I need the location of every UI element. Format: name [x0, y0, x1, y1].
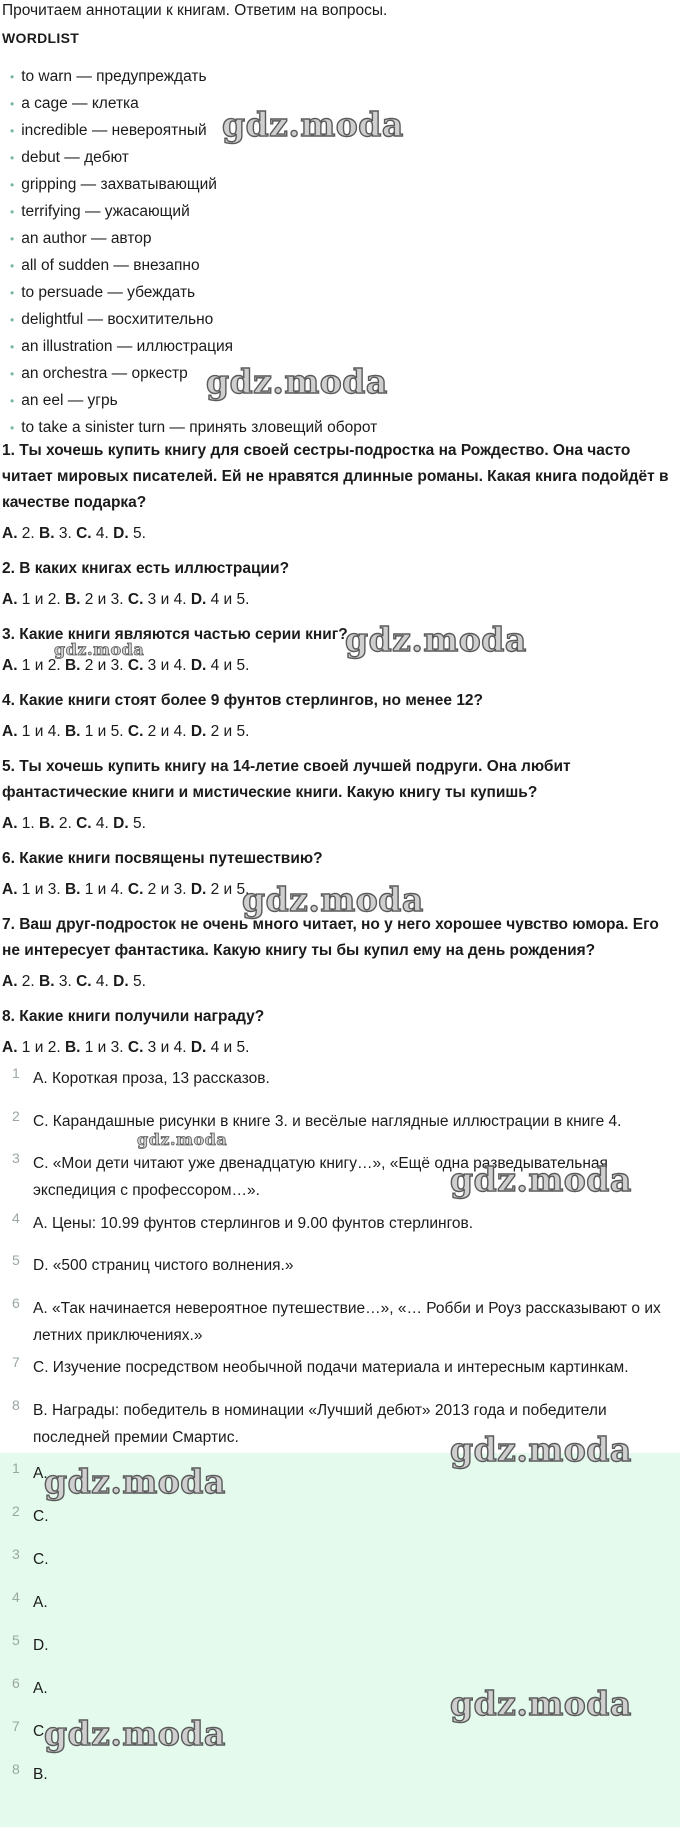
- option-value: 4.: [91, 815, 114, 832]
- option-letter: B.: [39, 525, 55, 542]
- item-text: A. Цены: 10.99 фунтов стерлингов и 9.00 фунтов стерлингов.: [33, 1215, 474, 1232]
- option-letter: D.: [113, 815, 129, 832]
- item-text: A. Короткая проза, 13 рассказов.: [33, 1070, 270, 1087]
- option-letter: B.: [64, 657, 81, 674]
- option-letter: A.: [2, 1039, 18, 1056]
- option-value: 5.: [128, 525, 146, 542]
- option-value: 1 и 3.: [80, 1039, 128, 1056]
- item-text: C.: [33, 1723, 49, 1740]
- question-text: 6. Какие книги посвящены путешествию?: [2, 850, 323, 867]
- watermark: gdz.moda: [44, 1714, 226, 1753]
- item-text: B.: [33, 1766, 48, 1783]
- option-value: 4 и 5.: [206, 657, 250, 674]
- option-value: 3 и 4.: [143, 1039, 191, 1056]
- intro-text: Прочитаем аннотации к книгам. Ответим на вопросы.: [2, 2, 388, 19]
- wordlist-item: • an author — автор: [10, 228, 377, 255]
- watermark: gdz.moda: [54, 640, 145, 659]
- option-value: 3 и 4.: [143, 591, 191, 608]
- option-value: 4 и 5.: [206, 591, 250, 608]
- option-value: 1 и 4.: [17, 723, 65, 740]
- item-text: D. «500 страниц чистого волнения.»: [33, 1257, 294, 1274]
- item-text: C. «Мои дети читают уже двенадцатую книгу…», «Ещё одна разведывательная экспедиция с профессором…».: [33, 1155, 608, 1199]
- option-letter: C.: [76, 525, 92, 542]
- item-number: 2: [12, 1503, 20, 1519]
- wordlist-item: • all of sudden — внезапно: [10, 255, 377, 282]
- item-number: 7: [12, 1354, 20, 1370]
- wordlist-item: • an orchestra — оркестр: [10, 363, 377, 390]
- item-number: 1: [12, 1065, 20, 1081]
- item-number: 3: [12, 1150, 20, 1166]
- option-value: 2.: [54, 815, 77, 832]
- option-value: 5.: [128, 815, 146, 832]
- option-value: 3 и 4.: [143, 657, 191, 674]
- option-letter: C.: [127, 1039, 144, 1056]
- option-letter: D.: [190, 723, 207, 740]
- question-5: [2, 754, 678, 835]
- option-letter: D.: [113, 973, 129, 990]
- wordlist-item: • incredible — невероятный: [10, 120, 377, 147]
- question-text: 8. Какие книги получили награду?: [2, 1008, 265, 1025]
- item-number: 4: [12, 1589, 20, 1605]
- option-letter: C.: [127, 881, 144, 898]
- question-4: [2, 688, 678, 743]
- item-number: 8: [12, 1761, 20, 1777]
- item-number: 3: [12, 1546, 20, 1562]
- option-letter: A.: [2, 657, 18, 674]
- item-text: C.: [33, 1508, 49, 1525]
- option-letter: B.: [64, 881, 81, 898]
- question-options: [2, 971, 678, 993]
- option-letter: A.: [2, 815, 18, 832]
- question-options: [2, 589, 678, 611]
- option-letter: D.: [190, 1039, 207, 1056]
- wordlist-item: • to warn — предупреждать: [10, 66, 377, 93]
- watermark: gdz.moda: [345, 620, 527, 659]
- option-letter: C.: [127, 657, 144, 674]
- question-text: 4. Какие книги стоят более 9 фунтов стерлингов, но менее 12?: [2, 692, 484, 709]
- option-letter: B.: [39, 815, 55, 832]
- wordlist-item: • delightful — восхитительно: [10, 309, 377, 336]
- question-options: [2, 523, 678, 545]
- question-text: 2. В каких книгах есть иллюстрации?: [2, 560, 290, 577]
- question-8: [2, 1004, 678, 1059]
- watermark: gdz.moda: [137, 1130, 228, 1149]
- wordlist-item: • an illustration — иллюстрация: [10, 336, 377, 363]
- option-value: 5.: [128, 973, 146, 990]
- option-value: 3.: [54, 525, 77, 542]
- option-letter: C.: [76, 973, 92, 990]
- question-text: 7. Ваш друг-подросток не очень много читает, но у него хорошее чувство юмора. Его не интересует фантастика. Какую книгу ты бы купил ему на день рождения?: [2, 916, 659, 959]
- option-value: 2 и 4.: [143, 723, 191, 740]
- option-value: 2 и 3.: [80, 657, 128, 674]
- option-letter: C.: [76, 815, 92, 832]
- item-text: B. Награды: победитель в номинации «Лучший дебют» 2013 года и победители последней премии Смартис.: [33, 1402, 607, 1446]
- wordlist-item: • a cage — клетка: [10, 93, 377, 120]
- option-letter: B.: [64, 591, 81, 608]
- item-number: 8: [12, 1397, 20, 1413]
- wordlist-title: WORDLIST: [2, 30, 80, 46]
- item-number: 5: [12, 1252, 20, 1268]
- wordlist-item: • debut — дебют: [10, 147, 377, 174]
- option-value: 4.: [91, 525, 114, 542]
- option-letter: C.: [127, 591, 144, 608]
- question-options: [2, 813, 678, 835]
- option-value: 2 и 5.: [206, 881, 250, 898]
- item-number: 4: [12, 1210, 20, 1226]
- wordlist-item: • gripping — захватывающий: [10, 174, 377, 201]
- watermark: gdz.moda: [450, 1430, 632, 1469]
- question-1: [2, 438, 678, 545]
- question-2: [2, 556, 678, 611]
- option-value: 3.: [54, 973, 77, 990]
- option-value: 1 и 4.: [80, 881, 128, 898]
- item-number: 7: [12, 1718, 20, 1734]
- watermark: gdz.moda: [450, 1684, 632, 1723]
- option-letter: D.: [113, 525, 129, 542]
- option-value: 4.: [91, 973, 114, 990]
- option-letter: B.: [64, 723, 81, 740]
- watermark: gdz.moda: [222, 105, 404, 144]
- option-value: 1 и 2.: [17, 591, 65, 608]
- wordlist-item: • to take a sinister turn — принять зловещий оборот: [10, 417, 377, 444]
- wordlist-item: • terrifying — ужасающий: [10, 201, 377, 228]
- option-value: 2.: [17, 525, 40, 542]
- item-text: C. Изучение посредством необычной подачи материала и интересным картинкам.: [33, 1359, 629, 1376]
- question-options: [2, 721, 678, 743]
- option-value: 1 и 5.: [80, 723, 128, 740]
- item-number: 6: [12, 1675, 20, 1691]
- option-value: 2.: [17, 973, 40, 990]
- watermark: gdz.moda: [450, 1160, 632, 1199]
- item-text: C.: [33, 1551, 49, 1568]
- option-letter: D.: [190, 881, 207, 898]
- question-7: [2, 912, 678, 993]
- option-value: 2 и 3.: [143, 881, 191, 898]
- option-value: 1 и 2.: [17, 657, 65, 674]
- option-letter: A.: [2, 591, 18, 608]
- wordlist-item: • an eel — угрь: [10, 390, 377, 417]
- watermark: gdz.moda: [44, 1462, 226, 1501]
- item-number: 1: [12, 1460, 20, 1476]
- option-value: 1 и 2.: [17, 1039, 65, 1056]
- question-options: [2, 1037, 678, 1059]
- question-text: 5. Ты хочешь купить книгу на 14-летие своей лучшей подруги. Она любит фантастические книги и мистические книги. Какую книгу ты купишь?: [2, 758, 571, 801]
- option-letter: A.: [2, 881, 18, 898]
- item-text: A. «Так начинается невероятное путешествие…», «… Робби и Роуз рассказывают о их летних приключениях.»: [33, 1300, 661, 1344]
- option-letter: A.: [2, 973, 18, 990]
- option-letter: D.: [190, 591, 207, 608]
- option-letter: D.: [190, 657, 207, 674]
- item-number: 6: [12, 1295, 20, 1311]
- watermark: gdz.moda: [242, 880, 424, 919]
- question-text: 1. Ты хочешь купить книгу для своей сестры-подростка на Рождество. Она часто читает мировых писателей. Ей не нравятся длинные романы. Какая книга подойдёт в качестве подарка?: [2, 442, 669, 511]
- item-text: A.: [33, 1465, 48, 1482]
- item-text: C. Карандашные рисунки в книге 3. и весёлые наглядные иллюстрации в книге 4.: [33, 1113, 622, 1130]
- option-value: 1 и 3.: [17, 881, 65, 898]
- option-letter: B.: [64, 1039, 81, 1056]
- option-value: 2 и 3.: [80, 591, 128, 608]
- question-text: 3. Какие книги являются частью серии книг?: [2, 626, 348, 643]
- option-value: 2 и 5.: [206, 723, 250, 740]
- item-text: A.: [33, 1594, 48, 1611]
- option-letter: C.: [127, 723, 144, 740]
- item-number: 5: [12, 1632, 20, 1648]
- option-value: 1.: [17, 815, 40, 832]
- option-letter: A.: [2, 723, 18, 740]
- watermark: gdz.moda: [206, 362, 388, 401]
- item-number: 2: [12, 1108, 20, 1124]
- option-value: 4 и 5.: [206, 1039, 250, 1056]
- item-text: D.: [33, 1637, 49, 1654]
- option-letter: A.: [2, 525, 18, 542]
- item-text: A.: [33, 1680, 48, 1697]
- option-letter: B.: [39, 973, 55, 990]
- wordlist-item: • to persuade — убеждать: [10, 282, 377, 309]
